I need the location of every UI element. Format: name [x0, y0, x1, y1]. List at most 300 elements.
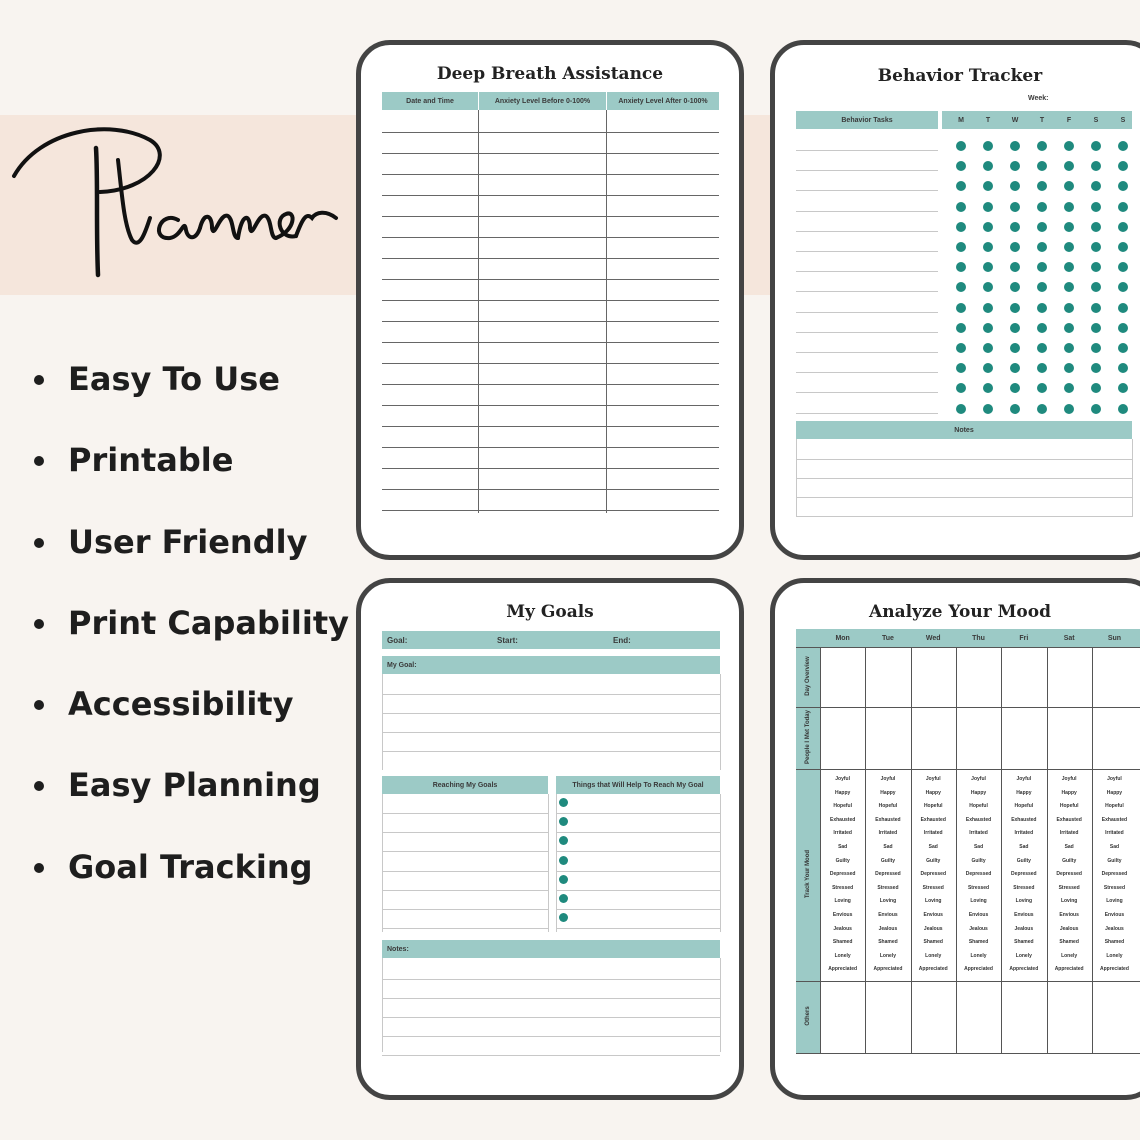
mood-option: Appreciated [964, 966, 993, 973]
section-border [382, 794, 383, 932]
mood-option: Envious [1104, 912, 1125, 918]
page-title: My Goals [506, 602, 594, 622]
page-title: Deep Breath Assistance [436, 64, 664, 84]
notes-line [382, 1036, 720, 1037]
goal-line [382, 713, 720, 714]
day-label: T [985, 116, 991, 124]
mood-option: Loving [1015, 898, 1033, 905]
mood-option: Happy [880, 789, 896, 796]
row-line [382, 489, 719, 490]
bullet-dot-icon [559, 913, 568, 922]
mood-option: Exhausted [875, 816, 901, 823]
bullet-icon [34, 375, 44, 385]
reaching-line [382, 928, 548, 929]
mood-option: Hopeful [923, 803, 943, 810]
reaching-line [382, 890, 548, 891]
column-divider [478, 110, 479, 513]
task-line [796, 332, 938, 333]
mood-option: Exhausted [1011, 816, 1037, 823]
mood-option: Appreciated [1054, 966, 1084, 973]
page-title: Behavior Tracker [877, 66, 1043, 86]
task-line [796, 190, 938, 191]
mood-option: Appreciated [873, 966, 903, 973]
tracker-dot-icon [1118, 343, 1128, 353]
feature-item: Print Capability [34, 604, 349, 685]
tracker-dot-icon [956, 161, 966, 171]
row-line [382, 279, 719, 280]
planner-script-title [0, 100, 360, 300]
mood-option: Stressed [967, 884, 990, 891]
row-line [382, 426, 719, 427]
mood-option: Shamed [832, 939, 853, 946]
task-line [796, 392, 938, 393]
goal-label: Goal: [387, 635, 408, 645]
row-line [382, 237, 719, 238]
tracker-dot-icon [1118, 141, 1128, 151]
mood-option: Happy [1061, 789, 1077, 796]
mood-option: Sad [1064, 844, 1074, 850]
tracker-dot-icon [1010, 282, 1020, 292]
mood-option: Guilty [835, 857, 850, 864]
mood-day-label: Thu [972, 634, 985, 642]
notes-line [796, 497, 1132, 498]
mood-option: Stressed [1013, 884, 1035, 891]
tracker-dot-icon [983, 242, 993, 252]
tracker-dot-icon [1010, 404, 1020, 414]
row-line [382, 342, 719, 343]
tracker-dot-icon [1037, 363, 1047, 373]
mood-option: Loving [879, 898, 897, 905]
mood-option: Joyful [971, 776, 986, 782]
tracker-dot-icon [1010, 141, 1020, 151]
tracker-dot-icon [1091, 181, 1101, 191]
mood-option: Irritated [1014, 830, 1034, 837]
mood-option: Jealous [1014, 925, 1034, 932]
mood-day-label: Wed [925, 634, 941, 642]
tracker-dot-icon [1091, 404, 1101, 414]
notes-border [720, 958, 721, 1052]
my-goal-label: My Goal: [387, 661, 417, 669]
tracker-dot-icon [956, 404, 966, 414]
mood-option: Depressed [920, 871, 947, 878]
tracker-dot-icon [1037, 181, 1047, 191]
mood-option: Joyful [835, 776, 851, 782]
task-line [796, 231, 938, 232]
goal-bar [382, 631, 720, 649]
row-line [382, 468, 719, 469]
mood-option: Jealous [969, 925, 988, 932]
bullet-icon [34, 538, 44, 548]
tracker-dot-icon [1010, 161, 1020, 171]
mood-option: Joyful [1016, 776, 1032, 782]
task-line [796, 150, 938, 151]
tracker-dot-icon [1037, 282, 1047, 292]
section-border [720, 794, 721, 932]
tracker-dot-icon [1091, 303, 1101, 313]
mood-option: Appreciated [918, 966, 948, 973]
notes-line [382, 1017, 720, 1018]
feature-item: Easy To Use [34, 360, 349, 441]
mood-option: Jealous [1059, 925, 1079, 932]
tracker-dot-icon [983, 404, 993, 414]
week-label: Week: [1028, 95, 1049, 102]
mood-option: Appreciated [828, 966, 858, 973]
mood-option: Loving [834, 898, 851, 905]
tracker-dot-icon [1064, 282, 1074, 292]
behavior-tracker-page [770, 40, 1140, 560]
mood-option: Hopeful [1105, 803, 1124, 810]
mood-option: Sad [1019, 844, 1029, 850]
tracker-dot-icon [1064, 262, 1074, 272]
mood-option: Stressed [1058, 884, 1080, 891]
tracker-dot-icon [1118, 222, 1128, 232]
tracker-dot-icon [1010, 262, 1020, 272]
mood-option: Envious [878, 912, 898, 918]
feature-item: Accessibility [34, 685, 349, 766]
reaching-line [382, 871, 548, 872]
feature-item: Easy Planning [34, 766, 349, 847]
mood-option: Irritated [1105, 830, 1124, 837]
section-border [548, 794, 549, 932]
mood-option: Sad [928, 844, 938, 850]
tracker-dot-icon [1037, 383, 1047, 393]
mood-option: Loving [1106, 898, 1123, 905]
tracker-dot-icon [1118, 323, 1128, 333]
tracker-dot-icon [1064, 141, 1074, 151]
goal-line [382, 732, 720, 733]
column-divider [606, 110, 607, 513]
bullet-icon [34, 700, 44, 710]
mood-option: Lonely [1061, 952, 1078, 959]
row-line [382, 510, 719, 511]
tracker-dot-icon [956, 383, 966, 393]
feature-item: User Friendly [34, 523, 349, 604]
mood-option: Exhausted [920, 816, 946, 823]
mood-day-label: Fri [1019, 634, 1029, 642]
tracker-dot-icon [1091, 282, 1101, 292]
reaching-line [382, 832, 548, 833]
notes-bar [382, 940, 720, 958]
day-label: T [1039, 116, 1045, 124]
mood-option: Happy [1016, 789, 1032, 796]
mood-option: Sad [838, 844, 848, 850]
mood-option: Appreciated [1099, 966, 1129, 973]
mood-option: Exhausted [1101, 816, 1128, 823]
tracker-dot-icon [1118, 161, 1128, 171]
tracker-dot-icon [983, 282, 993, 292]
mood-option: Lonely [879, 952, 896, 959]
bullet-dot-icon [559, 856, 568, 865]
notes-border [382, 958, 383, 1052]
mood-option: Stressed [1103, 884, 1125, 891]
mood-option: Shamed [1104, 939, 1125, 946]
mood-day-label: Sun [1107, 634, 1122, 642]
mood-option: Irritated [969, 830, 988, 837]
mood-option: Hopeful [1014, 803, 1034, 810]
tracker-dot-icon [956, 141, 966, 151]
notes-line [796, 516, 1132, 517]
my-goal-bar [382, 656, 720, 674]
tracker-dot-icon [983, 202, 993, 212]
tracker-dot-icon [1064, 202, 1074, 212]
notes-line [382, 1055, 720, 1056]
mood-option: Lonely [1015, 952, 1032, 959]
notes-label: Notes: [387, 945, 409, 953]
mood-option: Hopeful [1059, 803, 1079, 810]
things-header: Things that Will Help To Reach My Goal [556, 776, 720, 794]
row-line [382, 258, 719, 259]
mood-option: Appreciated [1009, 966, 1039, 973]
tracker-dot-icon [1037, 343, 1047, 353]
tracker-dot-icon [1010, 181, 1020, 191]
tracker-dot-icon [1010, 303, 1020, 313]
notes-header: Notes [796, 421, 1132, 439]
tracker-dot-icon [1037, 161, 1047, 171]
tracker-dot-icon [956, 303, 966, 313]
start-label: Start: [497, 635, 518, 645]
mood-option: Depressed [1101, 871, 1128, 878]
tracker-dot-icon [1010, 343, 1020, 353]
mood-option: Irritated [1059, 830, 1079, 837]
mood-option: Lonely [834, 952, 851, 959]
things-line [556, 890, 720, 891]
mood-option: Sad [1109, 844, 1120, 850]
reaching-header: Reaching My Goals [382, 776, 548, 794]
mood-option: Stressed [877, 884, 899, 891]
mood-row-label: People I Met Today [805, 710, 811, 764]
tracker-dot-icon [1010, 222, 1020, 232]
tracker-dot-icon [956, 323, 966, 333]
mood-option: Happy [1106, 789, 1123, 796]
row-line [382, 384, 719, 385]
reaching-line [382, 909, 548, 910]
mood-option: Joyful [1107, 776, 1122, 782]
mood-option: Guilty [1062, 857, 1077, 864]
tracker-dot-icon [1064, 404, 1074, 414]
goal-border [382, 674, 383, 770]
mood-option: Joyful [1061, 776, 1077, 782]
mood-option: Guilty [1016, 857, 1031, 864]
tracker-dot-icon [1091, 363, 1101, 373]
mood-option: Envious [968, 912, 989, 918]
mood-option: Exhausted [830, 816, 856, 823]
tracker-dot-icon [1010, 363, 1020, 373]
mood-option: Lonely [925, 952, 942, 959]
tracker-dot-icon [956, 242, 966, 252]
tracker-dot-icon [1091, 383, 1101, 393]
row-line [382, 132, 719, 133]
tracker-dot-icon [983, 343, 993, 353]
mood-option: Happy [925, 789, 941, 796]
row-line [382, 321, 719, 322]
mood-option: Depressed [965, 871, 992, 878]
mood-option: Shamed [968, 939, 989, 946]
notes-border [796, 439, 797, 517]
notes-line [382, 979, 720, 980]
goal-line [382, 751, 720, 752]
section-border [556, 794, 557, 932]
tracker-dot-icon [983, 161, 993, 171]
tracker-dot-icon [956, 202, 966, 212]
mood-option: Irritated [878, 830, 898, 837]
tracker-dot-icon [1118, 363, 1128, 373]
things-line [556, 928, 720, 929]
mood-option: Jealous [833, 925, 852, 932]
tracker-dot-icon [956, 262, 966, 272]
mood-option: Shamed [878, 939, 898, 946]
task-line [796, 291, 938, 292]
mood-option: Envious [1059, 912, 1079, 918]
tracker-dot-icon [1118, 181, 1128, 191]
mood-option: Depressed [1011, 871, 1037, 878]
mood-row-line [796, 769, 1140, 770]
deep-breath-page [356, 40, 744, 560]
tracker-dot-icon [956, 343, 966, 353]
task-line [796, 251, 938, 252]
bullet-icon [34, 863, 44, 873]
mood-option: Guilty [971, 857, 986, 864]
bullet-dot-icon [559, 836, 568, 845]
row-line [382, 300, 719, 301]
tracker-dot-icon [1064, 343, 1074, 353]
things-line [556, 832, 720, 833]
mood-day-label: Tue [881, 634, 894, 642]
mood-option: Loving [970, 898, 987, 905]
mood-option: Exhausted [965, 816, 992, 823]
tracker-dot-icon [1010, 202, 1020, 212]
bullet-dot-icon [559, 798, 568, 807]
tracker-dot-icon [1118, 383, 1128, 393]
mood-option: Hopeful [878, 803, 898, 810]
tracker-dot-icon [1064, 323, 1074, 333]
mood-day-label: Mon [835, 634, 850, 642]
mood-row-label: Day Overview [805, 656, 811, 696]
tracker-dot-icon [956, 363, 966, 373]
tracker-dot-icon [1037, 141, 1047, 151]
mood-option: Depressed [829, 871, 856, 878]
bullet-icon [34, 456, 44, 466]
notes-line [796, 478, 1132, 479]
tracker-dot-icon [1064, 181, 1074, 191]
mood-row-line [796, 1053, 1140, 1054]
tracker-dot-icon [1010, 383, 1020, 393]
mood-option: Irritated [923, 830, 943, 837]
mood-option: Lonely [970, 952, 987, 959]
mood-option: Jealous [1105, 925, 1124, 932]
things-line [556, 909, 720, 910]
day-label: M [958, 116, 964, 124]
things-line [556, 871, 720, 872]
analyze-mood-page [770, 578, 1140, 1100]
feature-item: Printable [34, 441, 349, 522]
mood-option: Guilty [1107, 857, 1122, 864]
tracker-dot-icon [983, 141, 993, 151]
mood-option: Envious [832, 912, 853, 918]
mood-option: Shamed [1059, 939, 1079, 946]
mood-row-label: Others [805, 1006, 811, 1026]
tracker-dot-icon [1091, 262, 1101, 272]
mood-option: Depressed [875, 871, 901, 878]
tracker-dot-icon [1091, 323, 1101, 333]
tracker-dot-icon [1064, 363, 1074, 373]
mood-option: Envious [1014, 912, 1034, 918]
mood-option: Stressed [832, 884, 854, 891]
tracker-dot-icon [1037, 303, 1047, 313]
row-line [382, 363, 719, 364]
day-label: W [1011, 116, 1019, 124]
tracker-dot-icon [1010, 242, 1020, 252]
notes-border [1132, 439, 1133, 517]
task-line [796, 211, 938, 212]
tracker-dot-icon [983, 222, 993, 232]
mood-option: Hopeful [969, 803, 988, 810]
tasks-header: Behavior Tasks [796, 111, 938, 129]
mood-option: Joyful [925, 776, 941, 782]
mood-option: Hopeful [833, 803, 852, 810]
mood-option: Shamed [1014, 939, 1034, 946]
bullet-dot-icon [559, 894, 568, 903]
task-line [796, 372, 938, 373]
mood-option: Irritated [833, 830, 852, 837]
bullet-dot-icon [559, 875, 568, 884]
mood-option: Shamed [923, 939, 943, 946]
tracker-dot-icon [1091, 202, 1101, 212]
column-header: Anxiety Level After 0-100% [607, 92, 719, 110]
mood-option: Guilty [926, 857, 941, 864]
tracker-dot-icon [1118, 303, 1128, 313]
tracker-dot-icon [1118, 404, 1128, 414]
mood-option: Happy [835, 789, 851, 796]
tracker-dot-icon [1091, 222, 1101, 232]
mood-day-label: Sat [1063, 634, 1075, 642]
tracker-dot-icon [956, 181, 966, 191]
tracker-dot-icon [1037, 242, 1047, 252]
mood-option: Sad [973, 844, 984, 850]
task-line [796, 413, 938, 414]
tracker-dot-icon [1118, 242, 1128, 252]
my-goals-page [356, 578, 744, 1100]
mood-row-label: Track Your Mood [805, 849, 811, 899]
things-line [556, 851, 720, 852]
tracker-dot-icon [983, 303, 993, 313]
tracker-dot-icon [1091, 141, 1101, 151]
mood-option: Jealous [923, 925, 943, 932]
tracker-dot-icon [1091, 161, 1101, 171]
tracker-dot-icon [983, 323, 993, 333]
mood-option: Joyful [880, 776, 896, 782]
tracker-dot-icon [1091, 343, 1101, 353]
tracker-dot-icon [1010, 323, 1020, 333]
goal-line [382, 694, 720, 695]
tracker-dot-icon [983, 181, 993, 191]
feature-item: Goal Tracking [34, 848, 349, 929]
mood-option: Jealous [878, 925, 898, 932]
mood-option: Depressed [1056, 871, 1082, 878]
tracker-dot-icon [1091, 242, 1101, 252]
task-line [796, 312, 938, 313]
bullet-dot-icon [559, 817, 568, 826]
row-line [382, 405, 719, 406]
bullet-icon [34, 619, 44, 629]
tracker-dot-icon [1064, 303, 1074, 313]
tracker-dot-icon [956, 222, 966, 232]
mood-row-line [796, 647, 1140, 648]
things-line [556, 813, 720, 814]
day-label: F [1066, 116, 1072, 124]
mood-option: Stressed [922, 884, 944, 891]
tracker-dot-icon [1037, 202, 1047, 212]
tracker-dot-icon [1118, 282, 1128, 292]
